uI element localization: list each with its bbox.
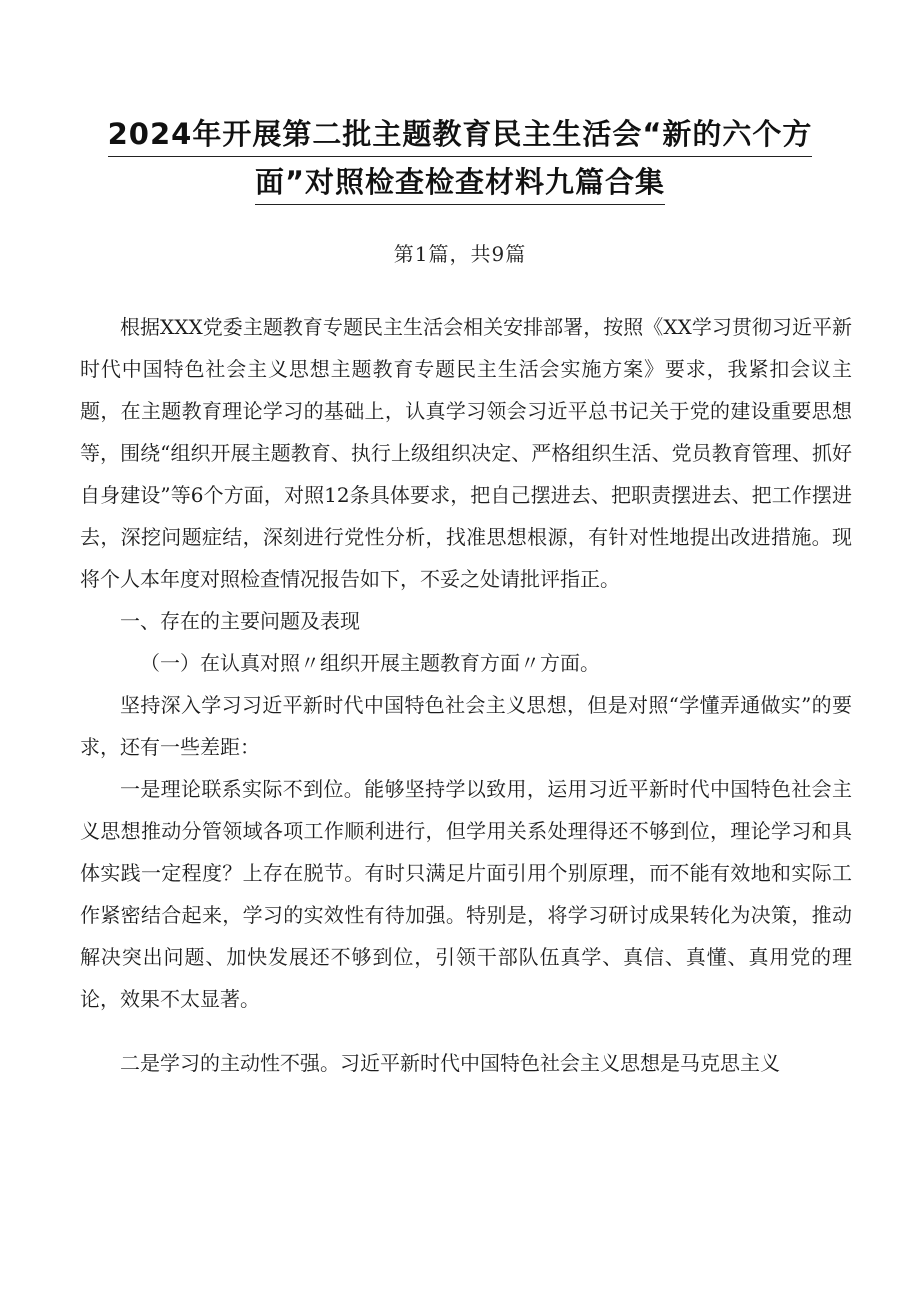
- title-text-2: 面”对照检查检查材料九篇合集: [255, 162, 665, 205]
- paragraph-3: 坚持深入学习习近平新时代中国特色社会主义思想，但是对照“学懂弄通做实”的要求，还有一些差距：: [80, 693, 852, 759]
- title-text-1: 2024年开展第二批主题教育民主生活会“新的六个方: [108, 114, 813, 157]
- document-title-line-1: [70, 114, 850, 157]
- document-subtitle: 第1篇，共9篇: [393, 242, 527, 266]
- paragraph-intro: 根据XXX党委主题教育专题民主生活会相关安排部署，按照《XX学习贯彻习近平新时代中国特色社会主义思想主题教育专题民主生活会实施方案》要求，我紧扣会议主题，在主题教育理论学习的基础上，认真学习领会习近平总书记关于党的建设重要思想等，围绕“组织开展主题教育、执行上级组织决定、严格组织生活、党员教育管理、抓好自身建设”等6个方面，对照12条具体要求，把自己摆进去、把职责摆进去、把工作摆进去，深挖问题症结，深刻进行党性分析，找准思想根源，有针对性地提出改进措施。现将个人本年度对照检查情况报告如下，不妥之处请批评指正。: [80, 315, 852, 591]
- paragraph-5: 二是学习的主动性不强。习近平新时代中国特色社会主义思想是马克思主义: [120, 1051, 780, 1075]
- subsection-heading: （一）在认真对照〃组织开展主题教育方面〃方面。: [140, 651, 600, 675]
- document-body: [80, 306, 852, 1084]
- paragraph-spacer: [80, 1020, 852, 1042]
- document-title-line-2: [70, 162, 850, 205]
- section-heading: 一、存在的主要问题及表现: [120, 609, 360, 633]
- paragraph-4: 一是理论联系实际不到位。能够坚持学以致用，运用习近平新时代中国特色社会主义思想推动分管领域各项工作顺利进行，但学用关系处理得还不够到位，理论学习和具体实践一定程度？上存在脱节。有时只满足片面引用个别原理，而不能有效地和实际工作紧密结合起来，学习的实效性有待加强。特别是，将学习研讨成果转化为决策，推动解决突出问题、加快发展还不够到位，引领干部队伍真学、真信、真懂、真用党的理论，效果不太显著。: [80, 777, 852, 1011]
